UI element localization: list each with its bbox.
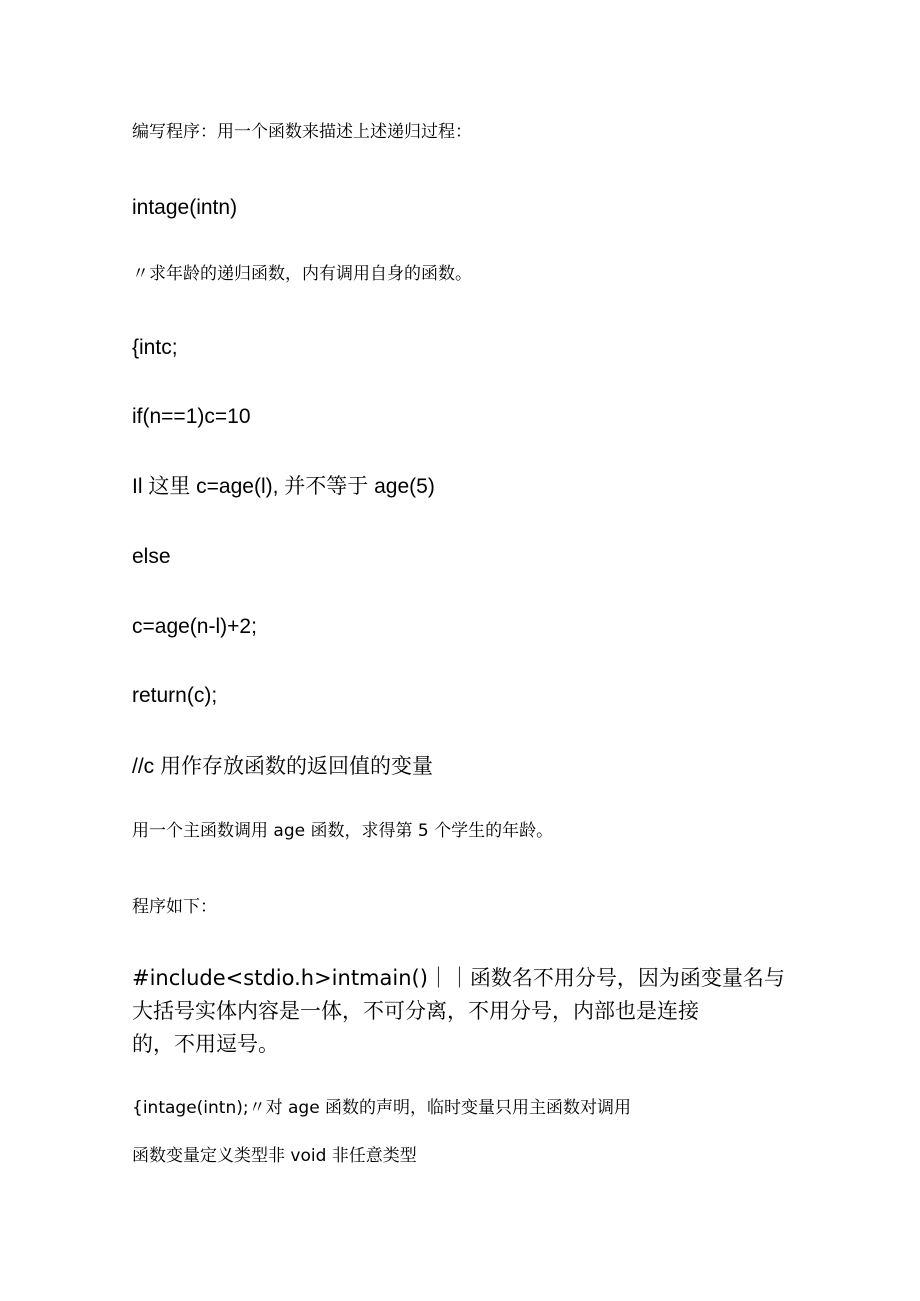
paragraph-line-3: 的，不用逗号。	[132, 1032, 279, 1056]
code-line-recursive-call: c=age(n-l)+2;	[132, 615, 257, 638]
intro-line: 编写程序：用一个函数来描述上述递归过程：	[132, 122, 472, 142]
code-line-if: if(n==1)c=10	[132, 405, 251, 428]
text-line-program-follows: 程序如下：	[132, 897, 217, 917]
code-line-return: return(c);	[132, 684, 218, 707]
comment-line-return-value: //c 用作存放函数的返回值的变量	[132, 755, 434, 778]
code-line-else: else	[132, 545, 171, 568]
comment-line-recursive-function: 〃求年龄的递归函数，内有调用自身的函数。	[132, 264, 472, 284]
include-paragraph	[132, 962, 792, 1061]
text-line-variable-type: 函数变量定义类型非 void 非任意类型	[132, 1146, 417, 1166]
text-line-main-function: 用一个主函数调用 age 函数，求得第 5 个学生的年龄。	[132, 821, 554, 841]
comment-line-age-1: Il 这里 c=age(l), 并不等于 age(5)	[132, 475, 435, 498]
paragraph-line-2: 大括号实体内容是一体，不可分离，不用分号，内部也是连接	[132, 999, 699, 1023]
code-line-declare-c: {intc;	[132, 336, 178, 359]
text-line-age-declaration: {intage(intn);〃对 age 函数的声明，临时变量只用主函数对调用	[132, 1098, 632, 1118]
code-line-function-signature: intage(intn)	[132, 196, 238, 219]
paragraph-line-1: #include<stdio.h>intmain()｜｜函数名不用分号，因为函变量名与	[132, 966, 785, 990]
